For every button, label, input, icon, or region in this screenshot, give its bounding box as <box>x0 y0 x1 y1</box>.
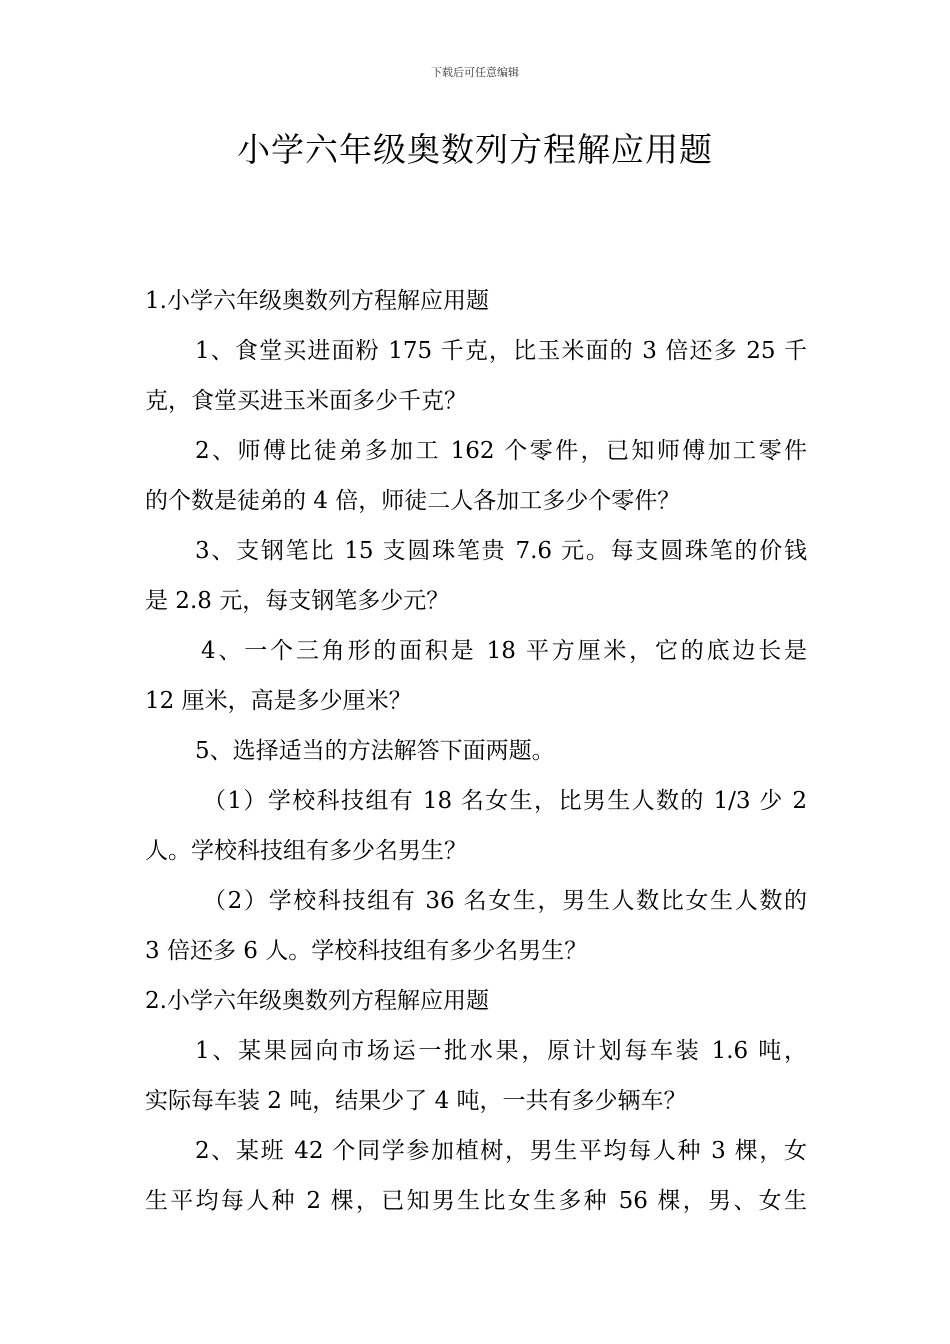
section-heading-1: 1.小学六年级奥数列方程解应用题 <box>145 288 489 314</box>
problem-line: 是 2.8 元，每支钢笔多少元？ <box>145 588 450 614</box>
problem-line: 3、支钢笔比 15 支圆珠笔贵 7.6 元。每支圆珠笔的价钱 <box>195 538 807 564</box>
problem-line: （2）学校科技组有 36 名女生，男生人数比女生人数的 <box>203 888 807 914</box>
problem-line: 人。学校科技组有多少名男生？ <box>145 838 467 864</box>
problem-line: 生平均每人种 2 棵，已知男生比女生多种 56 棵，男、女生 <box>145 1188 807 1214</box>
problem-line: （1）学校科技组有 18 名女生，比男生人数的 1/3 少 2 <box>203 788 807 814</box>
document-body <box>145 276 807 1226</box>
problem-line: 12 厘米，高是多少厘米？ <box>145 688 412 714</box>
problem-line: 1、食堂买进面粉 175 千克，比玉米面的 3 倍还多 25 千 <box>195 338 807 364</box>
problem-line: 4、一个三角形的面积是 18 平方厘米，它的底边长是 <box>201 638 807 664</box>
problem-line: 克，食堂买进玉米面多少千克？ <box>145 388 467 414</box>
problem-line: 的个数是徒弟的 4 倍，师徒二人各加工多少个零件？ <box>145 488 681 514</box>
problem-line: 实际每车装 2 吨，结果少了 4 吨，一共有多少辆车？ <box>145 1088 687 1114</box>
problem-line: 2、某班 42 个同学参加植树，男生平均每人种 3 棵，女 <box>195 1138 807 1164</box>
header-note: 下载后可任意编辑 <box>431 66 519 79</box>
problem-line: 1、某果园向市场运一批水果，原计划每车装 1.6 吨， <box>195 1038 807 1064</box>
problem-line: 5、选择适当的方法解答下面两题。 <box>195 738 555 764</box>
problem-line: 2、师傅比徒弟多加工 162 个零件，已知师傅加工零件 <box>195 438 807 464</box>
page-title: 小学六年级奥数列方程解应用题 <box>237 130 713 169</box>
problem-line: 3 倍还多 6 人。学校科技组有多少名男生？ <box>145 938 588 964</box>
section-heading-2: 2.小学六年级奥数列方程解应用题 <box>145 988 489 1014</box>
